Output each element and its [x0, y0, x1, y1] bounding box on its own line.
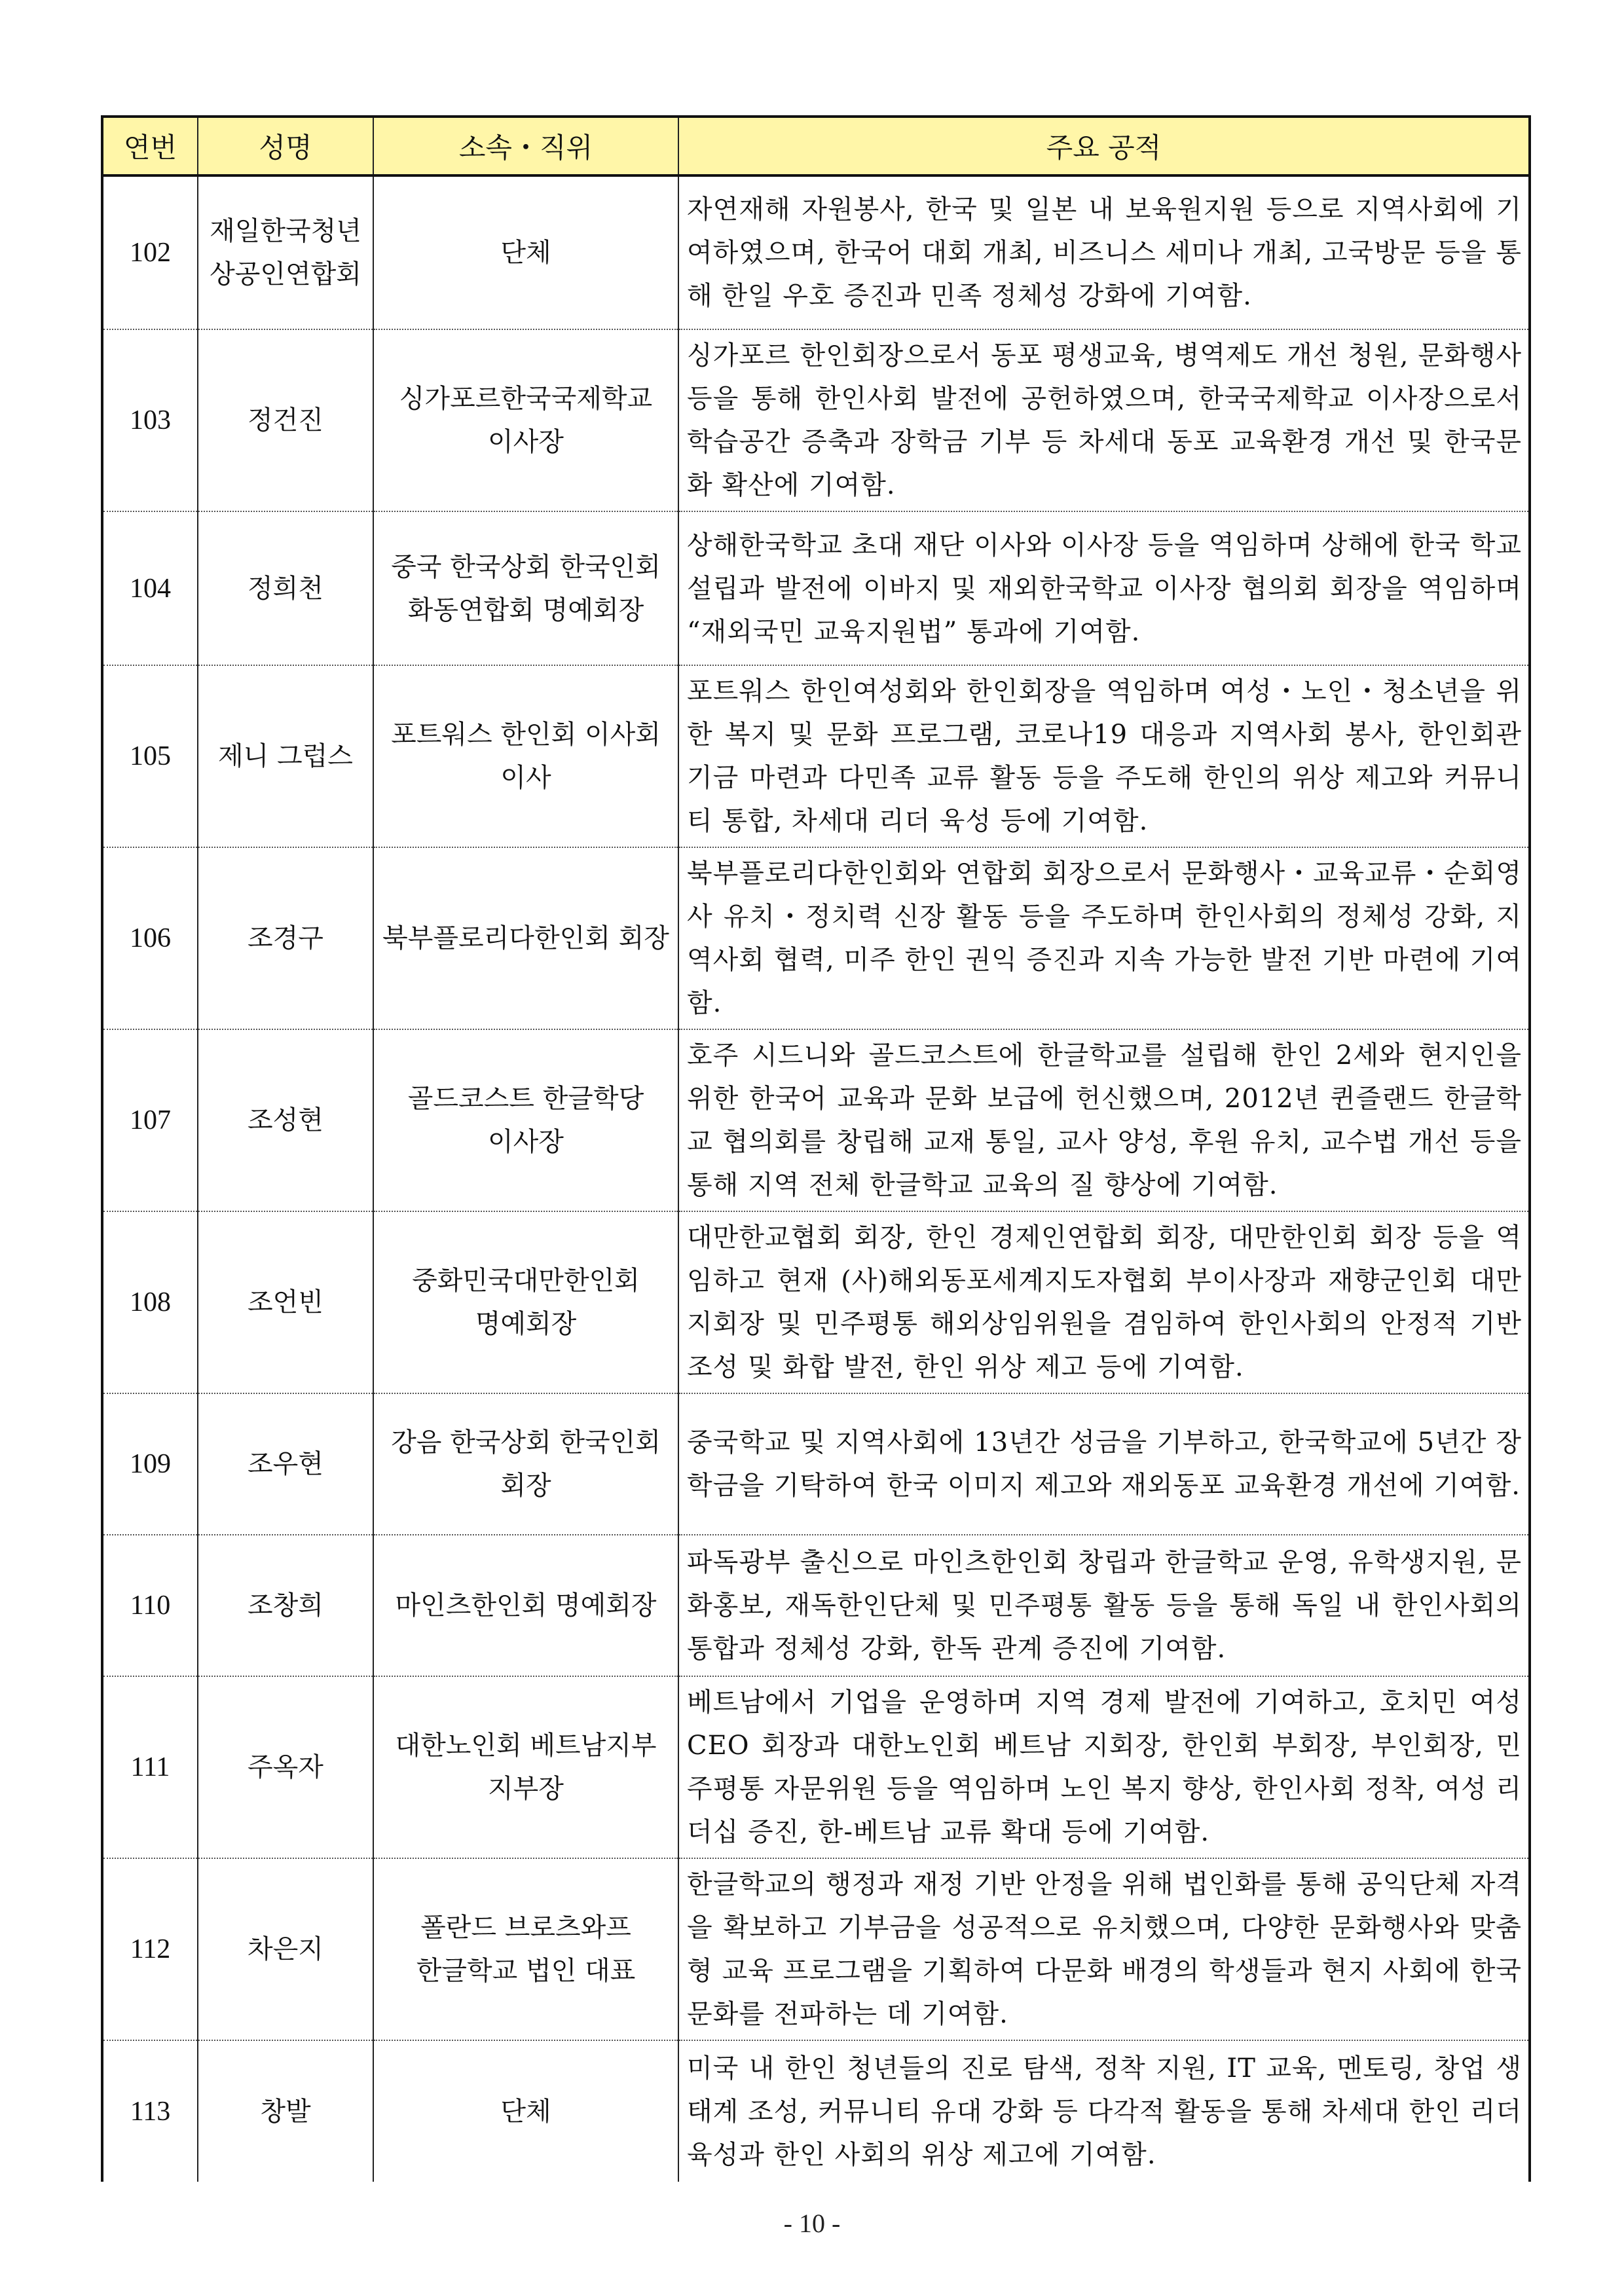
table-row: [102, 1211, 1530, 1393]
row-achievement: 대만한교협회 회장, 한인 경제인연합회 회장, 대만한인회 회장 등을 역임하고 현재 (사)해외동포세계지도자협회 부이사장과 재향군인회 대만지회장 및 민주평통 해외상임위원을 겸임하여 한인사회의 안정적 기반 조성 및 화합 발전, 한인 위상 제고 등에 기여함.: [678, 1211, 1530, 1393]
row-achievement: 베트남에서 기업을 운영하며 지역 경제 발전에 기여하고, 호치민 여성 CEO 회장과 대한노인회 베트남 지회장, 한인회 부회장, 부인회장, 민주평통 자문위원 등을 역임하며 노인 복지 향상, 한인사회 정착, 여성 리더십 증진, 한-베트남 교류 확대 등에 기여함.: [678, 1676, 1530, 1858]
row-affiliation: 단체: [373, 175, 678, 329]
row-number: 108: [102, 1211, 198, 1393]
row-affiliation: 단체: [373, 2040, 678, 2182]
row-affiliation: 마인츠한인회 명예회장: [373, 1535, 678, 1676]
row-achievement: 중국학교 및 지역사회에 13년간 성금을 기부하고, 한국학교에 5년간 장학금을 기탁하여 한국 이미지 제고와 재외동포 교육환경 개선에 기여함.: [678, 1393, 1530, 1535]
row-name: 조언빈: [198, 1211, 373, 1393]
header-number: 연번: [102, 117, 198, 175]
table-row: [102, 511, 1530, 665]
row-name: 조우현: [198, 1393, 373, 1535]
row-name: 정희천: [198, 511, 373, 665]
row-affiliation: 강음 한국상회 한국인회 회장: [373, 1393, 678, 1535]
row-name: 정건진: [198, 329, 373, 511]
row-number: 102: [102, 175, 198, 329]
table-row: [102, 175, 1530, 329]
row-achievement: 상해한국학교 초대 재단 이사와 이사장 등을 역임하며 상해에 한국 학교 설립과 발전에 이바지 및 재외한국학교 이사장 협의회 회장을 역임하며 “재외국민 교육지원법” 통과에 기여함.: [678, 511, 1530, 665]
row-number: 111: [102, 1676, 198, 1858]
row-number: 104: [102, 511, 198, 665]
document-page: [101, 115, 1528, 2182]
table-row: [102, 329, 1530, 511]
row-affiliation: 골드코스트 한글학당 이사장: [373, 1029, 678, 1211]
row-number: 106: [102, 847, 198, 1029]
row-affiliation: 싱가포르한국국제학교 이사장: [373, 329, 678, 511]
table-row: [102, 1535, 1530, 1676]
row-achievement: 미국 내 한인 청년들의 진로 탐색, 정착 지원, IT 교육, 멘토링, 창업 생태계 조성, 커뮤니티 유대 강화 등 다각적 활동을 통해 차세대 한인 리더 육성과 한인 사회의 위상 제고에 기여함.: [678, 2040, 1530, 2182]
row-affiliation: 중국 한국상회 한국인회 화동연합회 명예회장: [373, 511, 678, 665]
row-name: 제니 그럽스: [198, 665, 373, 847]
row-name: 창발: [198, 2040, 373, 2182]
row-affiliation: 폴란드 브로츠와프 한글학교 법인 대표: [373, 1858, 678, 2040]
row-name: 조창희: [198, 1535, 373, 1676]
row-name: 차은지: [198, 1858, 373, 2040]
row-name: 조경구: [198, 847, 373, 1029]
row-achievement: 한글학교의 행정과 재정 기반 안정을 위해 법인화를 통해 공익단체 자격을 확보하고 기부금을 성공적으로 유치했으며, 다양한 문화행사와 맞춤형 교육 프로그램을 기획하여 다문화 배경의 학생들과 현지 사회에 한국 문화를 전파하는 데 기여함.: [678, 1858, 1530, 2040]
header-name: 성명: [198, 117, 373, 175]
row-achievement: 싱가포르 한인회장으로서 동포 평생교육, 병역제도 개선 청원, 문화행사 등을 통해 한인사회 발전에 공헌하였으며, 한국국제학교 이사장으로서 학습공간 증축과 장학금 기부 등 차세대 동포 교육환경 개선 및 한국문화 확산에 기여함.: [678, 329, 1530, 511]
page-number: - 10 -: [783, 2209, 841, 2238]
table-row: [102, 1858, 1530, 2040]
table-row: [102, 1393, 1530, 1535]
row-achievement: 포트워스 한인여성회와 한인회장을 역임하며 여성・노인・청소년을 위한 복지 및 문화 프로그램, 코로나19 대응과 지역사회 봉사, 한인회관 기금 마련과 다민족 교류 활동 등을 주도해 한인의 위상 제고와 커뮤니티 통합, 차세대 리더 육성 등에 기여함.: [678, 665, 1530, 847]
row-number: 109: [102, 1393, 198, 1535]
row-number: 103: [102, 329, 198, 511]
row-affiliation: 대한노인회 베트남지부 지부장: [373, 1676, 678, 1858]
header-affiliation: 소속・직위: [373, 117, 678, 175]
row-affiliation: 북부플로리다한인회 회장: [373, 847, 678, 1029]
row-name: 주옥자: [198, 1676, 373, 1858]
row-number: 105: [102, 665, 198, 847]
table-header: [102, 117, 1530, 175]
row-achievement: 북부플로리다한인회와 연합회 회장으로서 문화행사・교육교류・순회영사 유치・정치력 신장 활동 등을 주도하며 한인사회의 정체성 강화, 지역사회 협력, 미주 한인 권익 증진과 지속 가능한 발전 기반 마련에 기여함.: [678, 847, 1530, 1029]
table-row: [102, 847, 1530, 1029]
header-achievements: 주요 공적: [678, 117, 1530, 175]
table-row: [102, 1676, 1530, 1858]
row-affiliation: 포트워스 한인회 이사회 이사: [373, 665, 678, 847]
row-number: 107: [102, 1029, 198, 1211]
row-achievement: 파독광부 출신으로 마인츠한인회 창립과 한글학교 운영, 유학생지원, 문화홍보, 재독한인단체 및 민주평통 활동 등을 통해 독일 내 한인사회의 통합과 정체성 강화, 한독 관계 증진에 기여함.: [678, 1535, 1530, 1676]
row-achievement: 호주 시드니와 골드코스트에 한글학교를 설립해 한인 2세와 현지인을 위한 한국어 교육과 문화 보급에 헌신했으며, 2012년 퀸즐랜드 한글학교 협의회를 창립해 교재 통일, 교사 양성, 후원 유치, 교수법 개선 등을 통해 지역 전체 한글학교 교육의 질 향상에 기여함.: [678, 1029, 1530, 1211]
row-affiliation: 중화민국대만한인회 명예회장: [373, 1211, 678, 1393]
row-number: 112: [102, 1858, 198, 2040]
awards-table: [101, 115, 1531, 2182]
row-achievement: 자연재해 자원봉사, 한국 및 일본 내 보육원지원 등으로 지역사회에 기여하였으며, 한국어 대회 개최, 비즈니스 세미나 개최, 고국방문 등을 통해 한일 우호 증진과 민족 정체성 강화에 기여함.: [678, 175, 1530, 329]
table-row: [102, 1029, 1530, 1211]
row-name: 재일한국청년 상공인연합회: [198, 175, 373, 329]
header-row: [102, 117, 1530, 175]
table-body: [102, 175, 1530, 2182]
row-name: 조성현: [198, 1029, 373, 1211]
row-number: 110: [102, 1535, 198, 1676]
table-row: [102, 665, 1530, 847]
table-row: [102, 2040, 1530, 2182]
row-number: 113: [102, 2040, 198, 2182]
